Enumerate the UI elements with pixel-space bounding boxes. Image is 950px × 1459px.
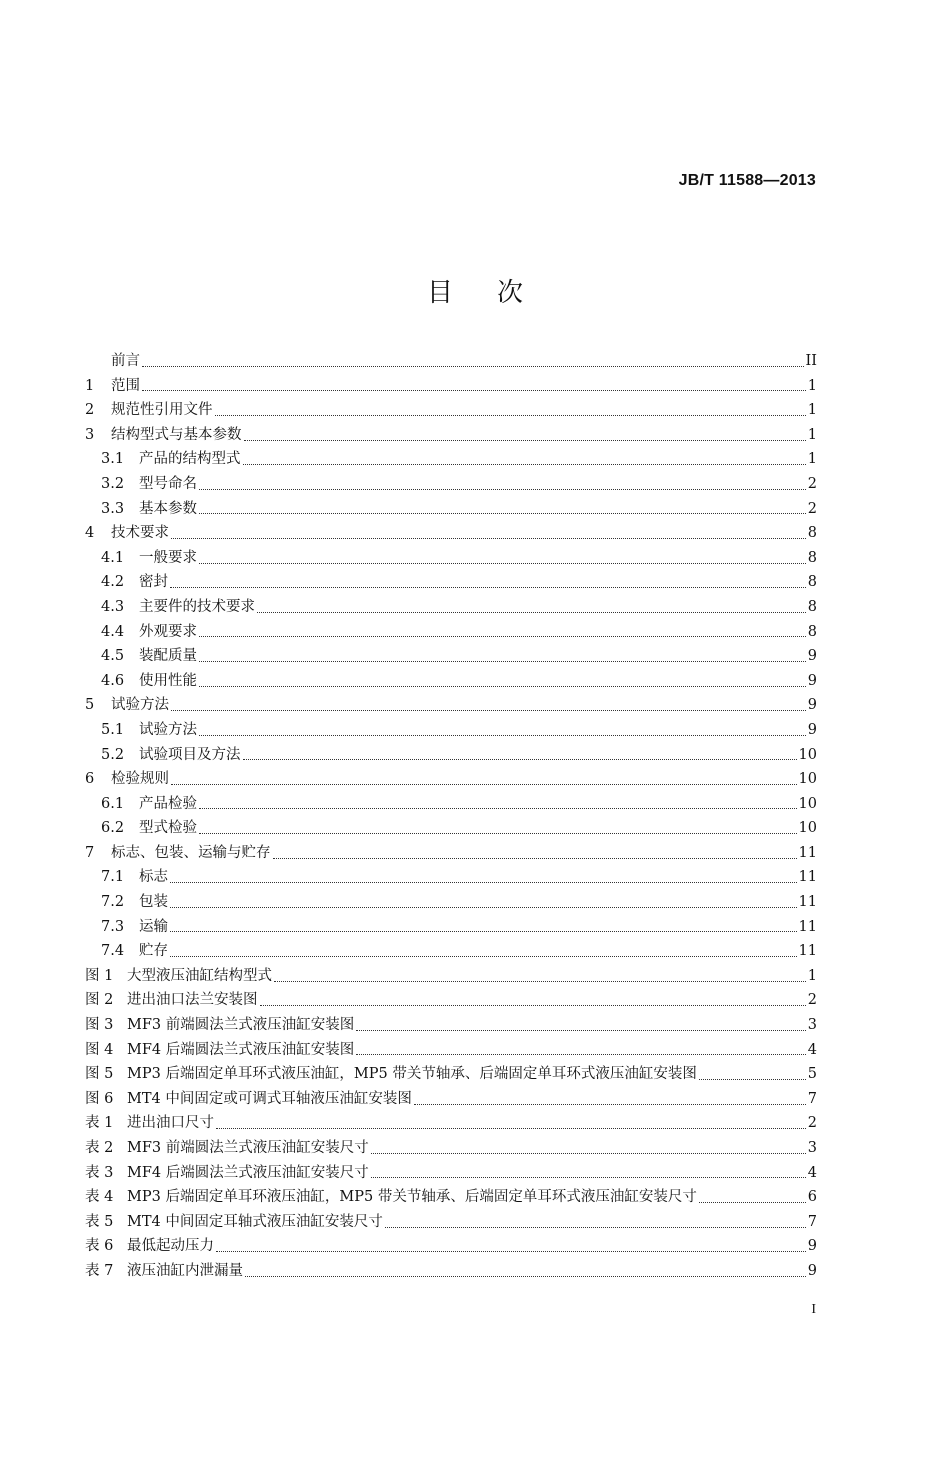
toc-entry-page: 1 [807, 967, 817, 984]
toc-entry[interactable] [85, 988, 817, 1013]
toc-entry-page: 2 [807, 500, 817, 517]
toc-entry-number: 表 2 [85, 1140, 114, 1156]
toc-entry[interactable] [85, 865, 817, 890]
dot-leader [699, 1202, 806, 1203]
toc-entry-label: 技术要求 [111, 525, 169, 542]
dot-leader [699, 1079, 806, 1080]
toc-entry-number: 4 [85, 525, 95, 542]
toc-entry-page: 2 [807, 475, 817, 492]
toc-entry-number: 7.3 [101, 918, 125, 935]
toc-entry-label: MF3 前端圆法兰式液压油缸安装图 [127, 1017, 355, 1034]
toc-entry-page: 8 [807, 525, 817, 542]
toc-entry-number: 图 2 [85, 992, 114, 1009]
toc-entry-label: 大型液压油缸结构型式 [127, 967, 272, 984]
dot-leader [199, 735, 806, 736]
dot-leader [216, 1128, 806, 1129]
toc-entry[interactable] [85, 570, 817, 595]
toc-entry-label: 基本参数 [139, 500, 197, 517]
toc-entry[interactable] [85, 767, 817, 792]
toc-entry-label: MF4 后端圆法兰式液压油缸安装图 [127, 1041, 355, 1058]
dot-leader [244, 440, 806, 441]
toc-entry[interactable] [85, 1013, 817, 1038]
toc-entry[interactable] [85, 1038, 817, 1063]
toc-entry-page: 9 [807, 1238, 817, 1255]
toc-entry[interactable] [85, 374, 817, 399]
toc-entry-number: 表 6 [85, 1238, 114, 1255]
toc-entry-page: 2 [807, 1115, 817, 1132]
toc-entry-page: 6 [807, 1189, 817, 1206]
toc-entry-page: 9 [807, 1262, 817, 1279]
toc-entry[interactable] [85, 1234, 817, 1259]
toc-entry[interactable] [85, 497, 817, 522]
standard-code: JB/T 11588—2013 [678, 172, 816, 189]
toc-entry-label: 进出油口尺寸 [127, 1115, 214, 1132]
toc-entry-label: 范围 [111, 377, 140, 394]
toc-entry-page: 11 [798, 844, 817, 861]
toc-entry-label: 结构型式与基本参数 [111, 426, 242, 443]
dot-leader [243, 464, 806, 465]
toc-entry-number: 图 4 [85, 1041, 114, 1058]
toc-entry-page: 3 [807, 1140, 817, 1156]
toc-entry[interactable] [85, 620, 817, 645]
toc-entry-number: 4.2 [101, 574, 125, 591]
toc-entry-number: 7.2 [101, 894, 125, 911]
dot-leader [170, 931, 797, 932]
toc-entry-number: 表 4 [85, 1189, 114, 1206]
toc-entry-page: 8 [807, 549, 817, 566]
toc-entry-number: 4.4 [101, 623, 125, 640]
dot-leader [216, 1251, 806, 1252]
toc-entry[interactable] [85, 1062, 817, 1087]
dot-leader [371, 1177, 806, 1178]
dot-leader [257, 612, 806, 613]
toc-entry-page: 9 [807, 672, 817, 689]
toc-entry[interactable] [85, 693, 817, 718]
toc-entry[interactable] [85, 890, 817, 915]
toc-entry-page: 4 [807, 1041, 817, 1058]
toc-entry-page: 10 [798, 795, 817, 812]
toc-entry-label: 密封 [139, 574, 168, 591]
dot-leader [199, 808, 797, 809]
toc-entry[interactable] [85, 1210, 817, 1235]
dot-leader [199, 833, 797, 834]
toc-entry-label: 产品检验 [139, 795, 197, 812]
toc-entry[interactable] [85, 743, 817, 768]
dot-leader [199, 686, 806, 687]
toc-entry-label: 试验方法 [139, 721, 197, 738]
dot-leader [171, 784, 797, 785]
toc-entry-number: 4.6 [101, 672, 125, 689]
toc-entry-label: 试验方法 [111, 697, 169, 714]
toc-entry-number: 5 [85, 697, 95, 714]
toc-entry-label: 运输 [139, 918, 168, 935]
toc-entry-number: 7.4 [101, 943, 125, 960]
dot-leader [371, 1153, 806, 1154]
dot-leader [385, 1227, 806, 1228]
toc-entry-label: 贮存 [139, 943, 168, 960]
toc-entry-page: 9 [807, 697, 817, 714]
toc-entry[interactable] [85, 669, 817, 694]
toc-entry-number: 7.1 [101, 869, 125, 886]
toc-entry-label: MP3 后端固定单耳环液压油缸，MP5 带关节轴承、后端固定单耳环式液压油缸安装尺寸 [127, 1189, 697, 1206]
toc-entry-label: 产品的结构型式 [139, 451, 241, 468]
toc-entry-page: 8 [807, 574, 817, 591]
dot-leader [199, 563, 806, 564]
toc-entry-page: 1 [807, 451, 817, 468]
toc-entry-label: MT4 中间固定或可调式耳轴液压油缸安装图 [127, 1090, 412, 1107]
toc-entry-number: 图 6 [85, 1090, 114, 1107]
page-title: 目次 [426, 278, 567, 308]
toc-entry-page: 1 [807, 426, 817, 443]
dot-leader [245, 1276, 806, 1277]
toc-entry-label: 包装 [139, 894, 168, 911]
dot-leader [414, 1104, 806, 1105]
toc-entry-label: 最低起动压力 [127, 1238, 214, 1255]
dot-leader [171, 538, 806, 539]
toc-entry[interactable] [85, 423, 817, 448]
toc-entry-number: 图 1 [85, 967, 114, 984]
toc-entry-number: 4.5 [101, 648, 125, 665]
toc-entry-label: 一般要求 [139, 549, 197, 566]
toc-entry[interactable] [85, 1136, 817, 1161]
toc-entry-page: 11 [798, 894, 817, 911]
dot-leader [142, 366, 804, 367]
toc-entry-number: 6.1 [101, 795, 125, 812]
toc-entry-number: 3.3 [101, 500, 125, 517]
toc-entry-number: 表 3 [85, 1164, 114, 1181]
toc-entry-page: 11 [798, 918, 817, 935]
toc-entry-page: 5 [807, 1066, 817, 1083]
dot-leader [199, 513, 806, 514]
toc-entry-label: 液压油缸内泄漏量 [127, 1262, 243, 1279]
toc-entry[interactable] [85, 1111, 817, 1136]
toc-entry-page: 4 [807, 1164, 817, 1181]
toc-entry-label: 试验项目及方法 [139, 746, 241, 763]
toc-entry[interactable] [85, 964, 817, 989]
toc-entry-label: MF4 后端圆法兰式液压油缸安装尺寸 [127, 1164, 369, 1181]
toc-entry-label: MT4 中间固定耳轴式液压油缸安装尺寸 [127, 1213, 383, 1230]
toc-entry-label: 标志 [139, 869, 168, 886]
toc-entry[interactable] [85, 447, 817, 472]
toc-entry-number: 图 5 [85, 1066, 114, 1083]
toc-entry-page: 9 [807, 648, 817, 665]
toc-entry-page: 1 [807, 377, 817, 394]
dot-leader [274, 981, 806, 982]
dot-leader [199, 661, 806, 662]
toc-entry-page: II [805, 353, 817, 369]
toc-entry-number: 表 5 [85, 1213, 114, 1230]
toc-entry-page: 2 [807, 992, 817, 1009]
toc-entry-number: 3 [85, 426, 95, 443]
dot-leader [142, 390, 806, 391]
toc-entry[interactable] [85, 521, 817, 546]
toc-entry-label: 主要件的技术要求 [139, 598, 255, 615]
toc-entry-page: 9 [807, 721, 817, 738]
toc-entry-number: 2 [85, 402, 95, 419]
toc-entry-number: 6 [85, 771, 95, 788]
toc-entry-number: 3.2 [101, 475, 125, 492]
toc-entry[interactable] [85, 1259, 817, 1284]
toc-entry-label: MF3 前端圆法兰式液压油缸安装尺寸 [127, 1140, 369, 1156]
toc-entry-number: 5.2 [101, 746, 125, 763]
toc-entry-label: MP3 后端固定单耳环式液压油缸，MP5 带关节轴承、后端固定单耳环式液压油缸安装图 [127, 1066, 697, 1083]
toc-entry[interactable] [85, 792, 817, 817]
toc-entry-label: 前言 [111, 353, 140, 369]
toc-entry[interactable] [85, 841, 817, 866]
dot-leader [171, 710, 806, 711]
toc-entry[interactable] [85, 816, 817, 841]
toc-entry-number: 1 [85, 377, 95, 394]
toc-entry[interactable] [85, 939, 817, 964]
toc-entry[interactable] [85, 546, 817, 571]
toc-entry-number: 3.1 [101, 451, 125, 468]
toc-entry[interactable] [85, 915, 817, 940]
toc-entry-number: 7 [85, 844, 95, 861]
toc-entry[interactable] [85, 595, 817, 620]
toc-entry[interactable] [85, 718, 817, 743]
toc-entry-page: 1 [807, 402, 817, 419]
dot-leader [170, 587, 806, 588]
toc-entry-number: 图 3 [85, 1017, 114, 1034]
toc-entry-page: 11 [798, 943, 817, 960]
toc-entry-label: 检验规则 [111, 771, 169, 788]
toc-entry-number: 表 1 [85, 1115, 114, 1132]
toc-entry-page: 7 [807, 1213, 817, 1230]
toc-entry-page: 3 [807, 1017, 817, 1034]
toc-entry-number: 4.3 [101, 598, 125, 615]
toc-entry-label: 装配质量 [139, 648, 197, 665]
page-number: I [811, 1302, 816, 1317]
toc-entry-label: 使用性能 [139, 672, 197, 689]
toc-entry[interactable] [85, 644, 817, 669]
dot-leader [356, 1054, 806, 1055]
toc-entry-label: 外观要求 [139, 623, 197, 640]
dot-leader [170, 882, 797, 883]
dot-leader [170, 907, 797, 908]
toc-entry-number: 表 7 [85, 1262, 114, 1279]
toc-entry-page: 7 [807, 1090, 817, 1107]
dot-leader [215, 415, 806, 416]
toc-entry-page: 8 [807, 623, 817, 640]
toc-entry[interactable] [85, 1161, 817, 1186]
toc-entry-number: 5.1 [101, 721, 125, 738]
toc-entry[interactable] [85, 398, 817, 423]
toc-entry-label: 型式检验 [139, 820, 197, 837]
dot-leader [260, 1005, 806, 1006]
dot-leader [243, 759, 797, 760]
toc-entry[interactable] [85, 472, 817, 497]
dot-leader [199, 636, 806, 637]
table-of-contents [85, 349, 817, 1284]
dot-leader [199, 489, 806, 490]
toc-entry-page: 10 [798, 820, 817, 837]
toc-entry-number: 4.1 [101, 549, 125, 566]
toc-entry-number: 6.2 [101, 820, 125, 837]
dot-leader [170, 956, 797, 957]
dot-leader [273, 858, 797, 859]
toc-entry-label: 进出油口法兰安装图 [127, 992, 258, 1009]
toc-entry[interactable] [85, 1087, 817, 1112]
toc-entry-label: 标志、包装、运输与贮存 [111, 844, 271, 861]
toc-entry-page: 11 [798, 869, 817, 886]
dot-leader [356, 1030, 806, 1031]
toc-entry[interactable] [85, 1185, 817, 1210]
toc-entry-page: 8 [807, 598, 817, 615]
toc-entry-label: 型号命名 [139, 475, 197, 492]
toc-entry-label: 规范性引用文件 [111, 402, 213, 419]
toc-entry[interactable] [85, 349, 817, 374]
toc-entry-page: 10 [798, 771, 817, 788]
toc-entry-page: 10 [798, 746, 817, 763]
